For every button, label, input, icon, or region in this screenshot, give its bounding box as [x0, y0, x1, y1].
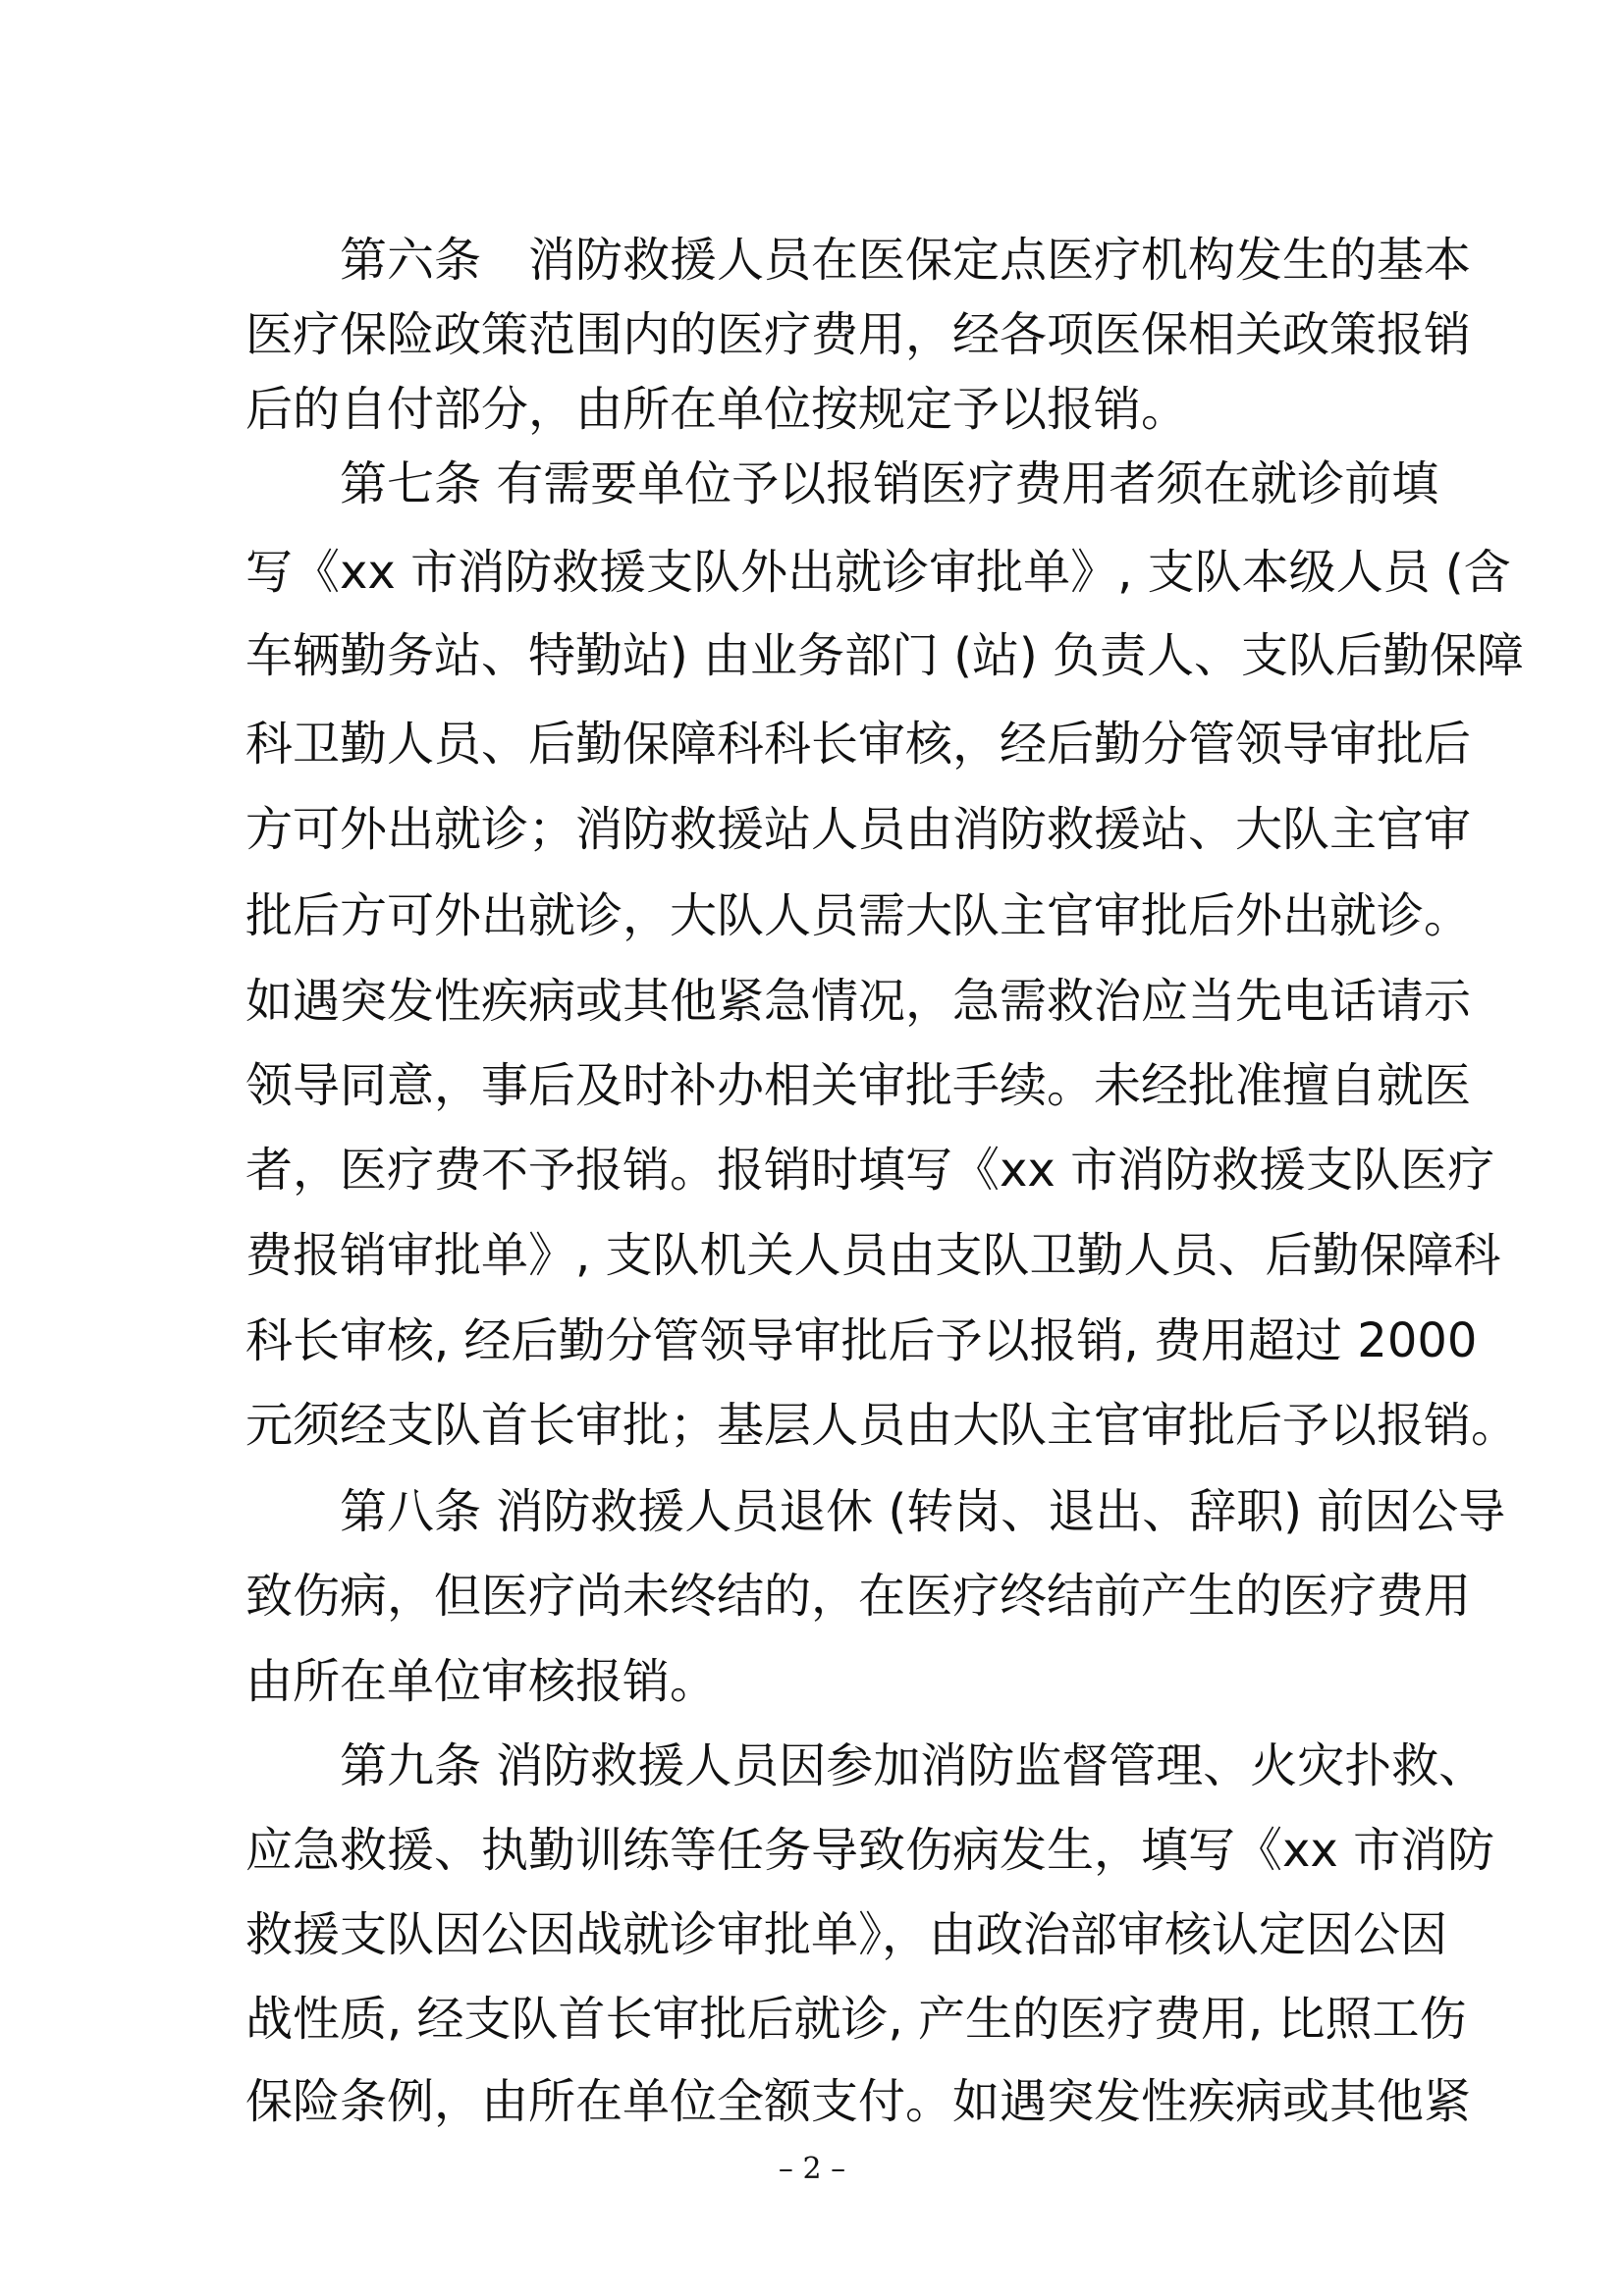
text-line: 如遇突发性疾病或其他紧急情况，急需救治应当先电话请示	[245, 974, 1472, 1029]
text-line: 保险条例，由所在单位全额支付。如遇突发性疾病或其他紧	[245, 2074, 1472, 2129]
text-line: 科长审核, 经后勤分管领导审批后予以报销, 费用超过 2000	[245, 1313, 1478, 1368]
text-line: 后的自付部分，由所在单位按规定予以报销。	[245, 382, 1189, 437]
text-line: 医疗保险政策范围内的医疗费用，经各项医保相关政策报销	[245, 307, 1472, 362]
text-line: 由所在单位审核报销。	[245, 1654, 718, 1709]
text-line: 领导同意，事后及时补办相关审批手续。未经批准擅自就医	[245, 1058, 1472, 1113]
text-line: 应急救援、执勤训练等任务导致伤病发生，填写《xx 市消防	[245, 1823, 1495, 1878]
text-line: 致伤病，但医疗尚未终结的，在医疗终结前产生的医疗费用	[245, 1569, 1472, 1624]
text-line: 费报销审批单》, 支队机关人员由支队卫勤人员、后勤保障科	[245, 1228, 1501, 1283]
text-line: 第七条 有需要单位予以报销医疗费用者须在就诊前填	[245, 456, 1439, 511]
text-line: 科卫勤人员、后勤保障科科长审核，经后勤分管领导审批后	[245, 717, 1472, 772]
text-line: 第六条 消防救援人员在医保定点医疗机构发生的基本	[245, 233, 1472, 288]
text-line: 者，医疗费不予报销。报销时填写《xx 市消防救援支队医疗	[245, 1143, 1495, 1198]
text-line: 第八条 消防救援人员退休 (转岗、退出、辞职) 前因公导	[245, 1484, 1506, 1539]
text-line: 方可外出就诊；消防救援站人员由消防救援站、大队主官审	[245, 802, 1472, 857]
text-line: 救援支队因公因战就诊审批单》，由政治部审核认定因公因	[245, 1907, 1448, 1962]
text-line: 写《xx 市消防救援支队外出就诊审批单》, 支队本级人员 (含	[245, 545, 1511, 600]
text-line: 元须经支队首长审批；基层人员由大队主官审批后予以报销。	[245, 1398, 1519, 1453]
text-line: 战性质, 经支队首长审批后就诊, 产生的医疗费用, 比照工伤	[245, 1992, 1467, 2047]
text-line: 第九条 消防救援人员因参加消防监督管理、火灾扑救、	[245, 1738, 1487, 1793]
page-number: – 2 –	[778, 2152, 846, 2186]
text-line: 批后方可外出就诊，大队人员需大队主官审批后外出就诊。	[245, 888, 1472, 943]
text-line: 车辆勤务站、特勤站) 由业务部门 (站) 负责人、支队后勤保障	[245, 628, 1524, 683]
